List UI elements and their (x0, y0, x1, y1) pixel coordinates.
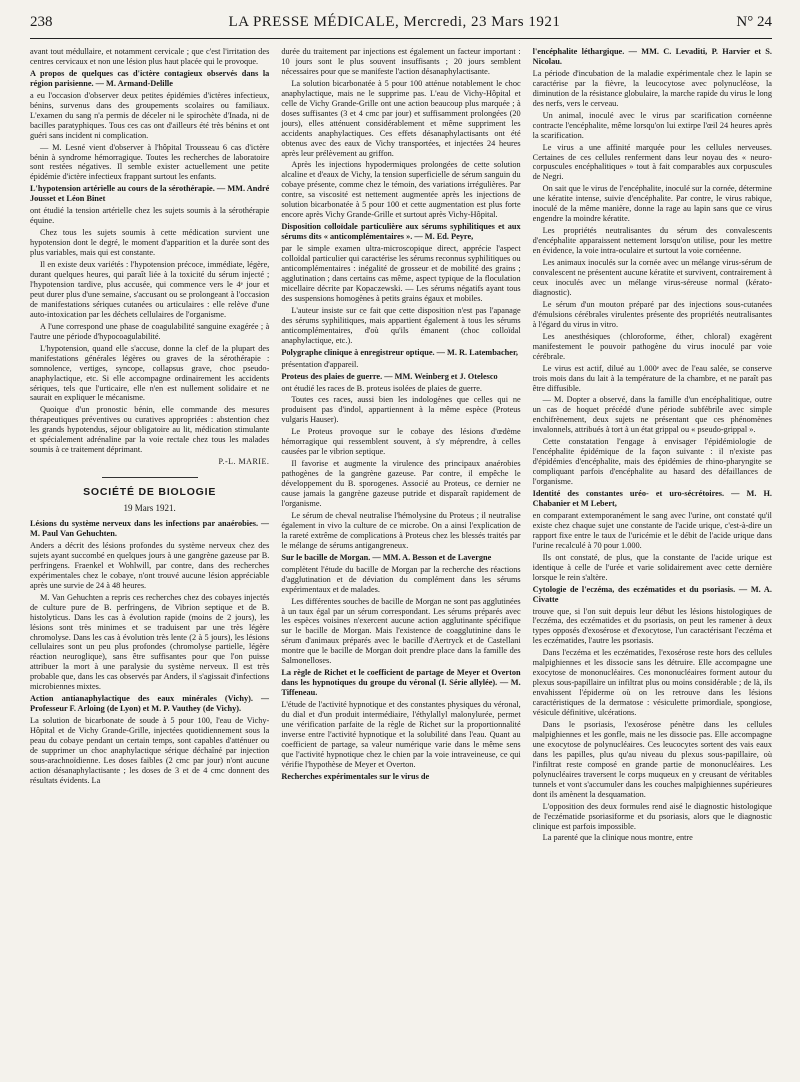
article-heading: Sur le bacille de Morgan. — MM. A. Besson et de Lavergne (281, 552, 492, 562)
section-title: SOCIÉTÉ DE BIOLOGIE (83, 486, 217, 499)
paragraph: Le sérum de cheval neutralise l'hémolysine du Proteus ; il neutralise également in vivo la culture de ce microbe. On a ainsi l'explication de la rareté extrême de complications à Proteus chez les blessés traités par le mélange de sérums antigangreneux. (281, 510, 521, 550)
article-heading: Polygraphe clinique à enregistreur optique. — M. R. Latembacher, (281, 347, 518, 357)
paragraph: en comparant extemporanément le sang avec l'urine, ont constaté qu'il existe chez chaque sujet une constante de l'acide urique, c'est-à-dire un rapport fixe entre le taux de l'uricémie et le débit de l'acide urique dans l'urine recalculé à 70 pour 1.000. (532, 510, 772, 550)
issue-number: N° 24 (736, 14, 772, 30)
article-heading: Recherches expérimentales sur le virus de (281, 771, 430, 781)
article-heading: l'encéphalite léthargique. — MM. C. Levaditi, P. Harvier et S. Nicolau. (532, 47, 772, 66)
paragraph: L'hypotension, quand elle s'accuse, donne la clef de la plupart des manifestations générales légères ou graves de la sérothérapie : somnolence, vertiges, syncope, collapsus grave, choc pseudo-anaphylactique, etc. Si elle accompagne ordinairement les accidents sériques, tels que l'urticaire, elle n'en est nullement solidaire et ne saurait en expliquer le mécanisme. (30, 343, 270, 403)
paragraph: Cette constatation l'engage à envisager l'épidémiologie de l'encéphalite épidémique de la façon suivante : il n'existe pas d'épidémies d'encéphalite, mais des épidémies de rhino-pharyngite se compliquant parfois d'encéphalite au hasard des défaillances de l'organisme. (532, 437, 772, 487)
article-heading: Proteus des plaies de guerre. — MM. Weinberg et J. Otelesco (281, 371, 498, 381)
column-3 (533, 47, 772, 1077)
paragraph: Il favorise et augmente la virulence des principaux anaérobies pathogènes de la gangrène gazeuse. Par contre, il empêche le développement du B. sporogenes. Associé au Proteus, ce dernier ne cause jamais la gangrène gazeuse putride et disparaît rapidement de l'organisme. (281, 459, 521, 508)
paragraph: Ils ont constaté, de plus, que la constante de l'acide urique est identique à celle de l'urée et varie solidairement avec cette dernière lorsque le rein s'altère. (532, 552, 772, 582)
paragraph: avant tout médullaire, et notamment cervicale ; que c'est l'irritation des centres cervicaux et non une lésion plus haut placée qui le provoque. (30, 47, 270, 66)
paragraph: durée du traitement par injections est également un facteur important : 10 jours sont le plus souvent insuffisants ; 20 jours semblent nécessaires pour que se manifeste l'action désanaphylactisante. (281, 47, 521, 76)
paragraph: ont étudié les races de B. proteus isolées de plaies de guerre. (281, 383, 482, 393)
paragraph: Le virus a une affinité marquée pour les cellules nerveuses. Certaines de ces cellules renferment dans leur noyau des « neuro-corpuscules encéphalitiques » tout à fait comparables aux corpuscules de Negri. (532, 142, 772, 182)
page-number: 238 (30, 14, 53, 30)
article-heading: A propos de quelques cas d'ictère contagieux observés dans la région parisienne. — M. Armand-Delille (30, 68, 270, 88)
paragraph: Dans l'eczéma et les eczématides, l'exosérose reste hors des cellules malpighiennes et les dissocie sans les détruire. Elle accompagne une exocytose de mononucléaires. Ces mononucléaires forment autour du plexus sous-papillaire un infiltrat plus ou moins considérable ; de là, ils envahissent l'épiderme où on les retrouve dans les lésions caractéristiques de la dermatose : vésiculette primordiale, spongiose, vésicule définitive, ulcérations. (532, 648, 772, 718)
paragraph: La solution de bicarbonate de soude à 5 pour 100, l'eau de Vichy-Hôpital et de Vichy Grande-Grille, injectées quotidiennement sous la peau du cobaye pendant un certain temps, sont capables d'atténuer ou de supprimer un choc anaphylactique sérique déchaîné par injection sous-arachnoïdienne. Les doses faibles (2 cmc par jour) n'ont aucune action désanaphylactisante ; les doses de 3 et de 4 cmc donnent des résultats évidents. La (30, 716, 270, 785)
paragraph: a eu l'occasion d'observer deux petites épidémies d'ictères infectieux, bénins, survenus dans des groupements scolaires ou familiaux. L'examen du sang n'a permis de déceler ni le spirochète d'Inada, ni de bacilles paratyphiques. Tous ces cas ont d'ailleurs été très bénins et ont guéri sans incident ni complication. (30, 90, 270, 140)
article-heading: Cytologie de l'eczéma, des eczématides et du psoriasis. — M. A. Civatte (532, 584, 772, 604)
masthead (30, 14, 772, 36)
journal-title: LA PRESSE MÉDICALE, Mercredi, 23 Mars 1921 (228, 14, 561, 30)
paragraph: Le Proteus provoque sur le cobaye des lésions d'œdème hémorragique qui ressemblent souvent, à s'y méprendre, à celles causées par le vibrion septique. (281, 427, 521, 457)
section-divider (102, 477, 198, 478)
paragraph: Il en existe deux variétés : l'hypotension précoce, immédiate, légère, durant quelques heures, qui paraît liée à la toxicité du sérum injecté ; l'hypotension tardive, plus accusée, qui commence vers le 4ᵉ jour et peut durer plus d'une semaine, s'accusant ou se prolongeant à l'occasion de manifestations sériques cutanées ou articulaires : elle relève d'une auto-intoxication par les déchets cellulaires de l'organisme. (30, 260, 270, 319)
paragraph: L'étude de l'activité hypnotique et des constantes physiques du véronal, du dial et d'un produit intermédiaire, l'éthylallyl malonylurée, permet une vérification parfaite de la règle de Richet sur la proportionnalité inverse entre l'activité hypnotique et la solubilité dans l'eau. Quant au coefficient de partage, sa valeur numérique varie dans le même sens que l'activité hypnotique chez le chien par la voie intraveineuse, ce qui vérifie l'hypothèse de Meyer et Overton. (281, 700, 521, 769)
paragraph: L'opposition des deux formules rend aisé le diagnostic histologique de l'eczématide psoriasiforme et du psoriasis, alors que le diagnostic clinique est parfois impossible. (532, 801, 772, 831)
paragraph: complètent l'étude du bacille de Morgan par la recherche des réactions d'agglutination et de déviation du complément dans les sérums expérimentaux et de malades. (281, 564, 521, 594)
paragraph: Après les injections hypodermiques prolongées de cette solution alcaline et d'eaux de Vichy, la tension superficielle de sérum sanguin du cobaye présente, comme chez le témoin, des variations irrégulières. Par contre, sa viscosité est nettement augmentée après les injections de solution bicarbonatée à 5 pour 100 et cette augmentation est plus forte encore après Vichy Grande-Grille et surtout après Vichy-Hôpital. (281, 160, 521, 220)
session-date: 19 Mars 1921. (123, 503, 176, 514)
paragraph: Toutes ces races, aussi bien les indologènes que celles qui ne produisent pas d'indol, appartiennent à la même espèce (Proteus vulgaris Hauser). (281, 395, 521, 425)
paragraph: Les différentes souches de bacille de Morgan ne sont pas agglutinées à un taux égal par un sérum correspondant. Les sérums préparés avec les espèces voisines n'exercent aucune action agglutinante spécifique sur le bacille de Morgan. Mais l'existence de coagglutinine dans le sérum d'animaux préparés avec le bacille d'Aertryck et de Castellani montre que le bacille de Morgan doit prendre place dans la famille des Salmonelloses. (281, 596, 521, 666)
paragraph: L'auteur insiste sur ce fait que cette disposition n'est pas l'apanage des sérums syphilitiques, mais appartient également à tous les sérums anticomplémentaires, d'où qu'ils émanent (choc colloïdal anaphylactique, etc.). (281, 305, 521, 345)
paragraph: A l'une correspond une phase de coagulabilité sanguine exagérée ; à l'autre une période d'hypocoagulabilité. (30, 321, 270, 341)
article-heading: La règle de Richet et le coefficient de partage de Meyer et Overton dans les hypnotiques du groupe du véronal (I. Série allylée). — M. Tiffeneau. (281, 668, 521, 698)
article-heading: Disposition colloïdale particulière aux sérums syphilitiques et aux sérums dits « anticomplémentaires ». — M. Ed. Peyre, (281, 222, 521, 242)
paragraph: Les anesthésiques (chloroforme, éther, chloral) exagèrent manifestement le pouvoir pathogène du virus inoculé par voie cérébrale. (532, 331, 772, 361)
paragraph: trouve que, si l'on suit depuis leur début les lésions histologiques de l'eczéma, des eczématides et du psoriasis, on peut les ramener à deux types opposés d'exosérose et d'exocytose, l'un caractérisant l'eczéma et les eczématides, l'autre les psoriasis. (532, 606, 772, 646)
article-heading: Action antianaphylactique des eaux minérales (Vichy). — Professeur F. Arloing (de Lyon) et M. P. Vauthey (de Vichy). (30, 694, 270, 714)
paragraph: Anders a décrit des lésions profondes du système nerveux chez des sujets ayant succombé en quelques jours à une gangrène gazeuse par B. perfringens. Fraenkel et Wohlwill, par contre, dans des recherches expérimentales chez le cobaye, n'ont trouvé aucune lésion appréciable après une survie de 24 à 48 heures. (30, 540, 270, 590)
article-heading: Identité des constantes uréo- et uro-sécrétoires. — M. H. Chabanier et M Lebert, (532, 489, 772, 508)
paragraph: Les propriétés neutralisantes du sérum des convalescents d'encéphalite apparaissent nettement lorsqu'on utilise, pour les mettre en évidence, la voie intra-oculaire et surtout la voie cornéenne. (532, 226, 772, 256)
paragraph: Un animal, inoculé avec le virus par scarification cornéenne contracte l'encéphalite, même lorsqu'on lui extirpe l'œil 24 heures après la scarification. (532, 110, 772, 140)
article-heading: Lésions du système nerveux dans les infections par anaérobies. — M. Paul Van Gehuchten. (30, 519, 270, 538)
paragraph: par le simple examen ultra-microscopique direct, apprécie l'aspect colloïdal particulier qui caractérise les sérums reconnus syphilitiques ou anticomplémentaires : inégalité de grosseur et de mobilité des grains ; agglutination ; dans certains cas même, aspect typique de la floculation micellaire décrite par Kopaczewski. — Les sérums négatifs ayant tous des suspensions homogènes à petits grains égaux et mobiles. (281, 244, 521, 303)
paragraph: ont étudié la tension artérielle chez les sujets soumis à la sérothérapie équine. (30, 206, 270, 226)
paragraph: Dans le psoriasis, l'exosérose pénètre dans les cellules malpighiennes et les gonfle, mais ne les dissocie pas. Elle accompagne une exocytose de polynucléaires. Ces leucocytes sortent des vais eaux dans les papilles, plus qu'au niveau du plexus sous-papillaire, où l'infiltrat reste composé en grande partie de mononucléaires. Les polynucléaires traversent le corps muqueux en y creusant de véritables tunnels et vont s'accumuler dans les couches malpighiennes supérieures dont ils amènent la desquamation. (532, 720, 772, 799)
paragraph: Les animaux inoculés sur la cornée avec un mélange virus-sérum de convalescent ne présentent aucune kératite et survivent, contrairement à ceux inoculés avec un mélange virus-séreuse normal (kérato-diagnostic). (532, 258, 772, 297)
paragraph: — M. Lesné vient d'observer à l'hôpital Trousseau 6 cas d'ictère bénin à syndrome hémorragique. Toutes les recherches de laboratoire sont restées négatives. Il semble exister actuellement une petite épidémie d'ictère infectieux frappant surtout les enfants. (30, 142, 270, 182)
author-signature: P.-L. MARIE. (218, 457, 270, 467)
paragraph: La solution bicarbonatée à 5 pour 100 atténue notablement le choc anaphylactique, mais ne le supprime pas. L'eau de Vichy-Hôpital et celle de Vichy Grande-Grille ont une action beaucoup plus marquée ; à doses suffisantes (3 et 4 cmc par jour) et suffisamment prolongées (20 jours), elles atténuent considérablement et même suppriment les accidents anaphylactiques. Ces effets désanaphylactisants ont été obtenus avec des eaux de Vichy transportées, et injectées 24 heures après leur prélèvement au griffon. (281, 78, 521, 158)
article-heading: L'hypotension artérielle au cours de la sérothérapie. — MM. André Jousset et Léon Binet (30, 184, 270, 204)
paragraph: Quoique d'un pronostic bénin, elle commande des mesures thérapeutiques préventives ou curatives appropriées : abstention chez les grands hypotendus, séjour obligatoire au lit, médication stimulante et spécialement adrénaline par la voie rectale chez tous les malades soumis à ce traitement déprimant. (30, 405, 270, 455)
paragraph: M. Van Gehuchten a repris ces recherches chez des cobayes injectés de culture pure de B. perfringens, de Vibrion septique et de B. histolyticus. Dans les cas à évolution rapide (moins de 2 jours), les lésions sont très minimes et se traduisent par une très légère chromolyse. Dans les cas à évolution très lente (2 à 5 jours), les lésions cellulaires sont un peu plus profondes (chromolyse partielle, légère réaction neuroglique), sans être suffisantes pour que l'on puisse attribuer la mort à une paralysie du système nerveux. Il est très probable que, dans les cas observés par Anders, il s'agissait d'infections microbiennes mixtes. (30, 592, 270, 692)
paragraph: Le virus est actif, dilué au 1.000ᵉ avec de l'eau salée, se conserve trois mois dans du lait à la température de la chambre, et ne paraît pas être diffusible. (532, 363, 772, 393)
paragraph: — M. Dopter a observé, dans la famille d'un encéphalitique, outre un cas de hoquet précédé d'une période subfébrile avec simple enchifrènement, deux sujets ne présentant que ces phénomènes invalonnels, attribués à tort à un état grippal ou « pseudo-grippal ». (532, 395, 772, 435)
paragraph: La parenté que la clinique nous montre, entre (542, 833, 693, 843)
paragraph: présentation d'appareil. (281, 359, 359, 369)
paragraph: Chez tous les sujets soumis à cette médication survient une hypotension dont le degré, le moment d'apparition et la durée sont des plus variables, mais qui est constante. (30, 228, 270, 258)
paragraph: Le sérum d'un mouton préparé par des injections sous-cutanées d'émulsions cérébrales virulentes présente des propriétés neutralisantes à l'égard du virus in vitro. (532, 299, 772, 329)
header-rule (30, 38, 772, 39)
article-columns (30, 47, 772, 1077)
paragraph: On sait que le virus de l'encéphalite, inoculé sur la cornée, détermine une kératite intense, suivie d'encéphalite. Par contre, le virus rabique, inoculé de la même manière, donne la rage au lapin sans que ce virus engendre la moindre kératite. (532, 184, 772, 224)
column-1 (30, 47, 269, 1077)
paragraph: La période d'incubation de la maladie expérimentale chez le lapin se caractérise par la fièvre, la leucocytose avec polynucléose, la diminution de la résistance globulaire, la marche rapide du virus le long des nerfs, vers le cerveau. (532, 68, 772, 108)
column-2 (281, 47, 520, 1077)
